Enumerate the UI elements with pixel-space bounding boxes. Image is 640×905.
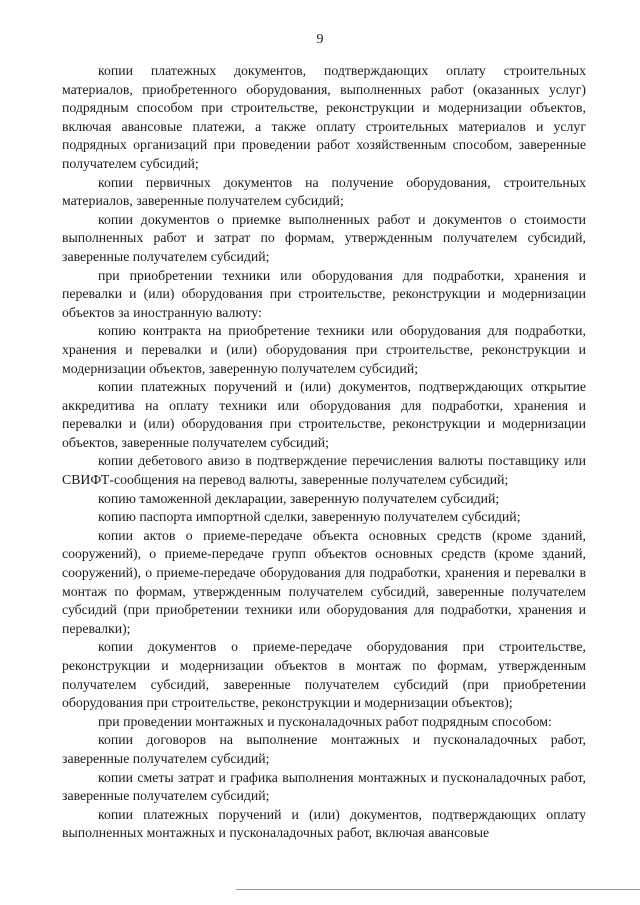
paragraph: копии документов о приеме-передаче оборудования при строительстве, реконструкции и модернизации объектов в монтаж по формам, утвержденным получателем субсидий, заверенные получателем субсидий (при приобретении оборудования при строительстве, реконструкции и модернизации объектов); bbox=[62, 639, 586, 711]
paragraph: копии первичных документов на получение оборудования, строительных материалов, заверенные получателем субсидий; bbox=[62, 174, 586, 209]
bottom-divider bbox=[236, 889, 640, 890]
paragraph: копии договоров на выполнение монтажных и пусконаладочных работ, заверенные получателем субсидий; bbox=[62, 732, 586, 766]
paragraph: копии документов о приемке выполненных работ и документов о стоимости выполненных работ и затрат по формам, утвержденным получателем субсидий, заверенные получателем субсидий; bbox=[62, 211, 586, 264]
paragraph: копии платежных поручений и (или) документов, подтверждающих оплату выполненных монтажных и пусконаладочных работ, включая авансовые bbox=[62, 806, 586, 841]
paragraph: копию таможенной декларации, заверенную получателем субсидий; bbox=[98, 490, 500, 506]
paragraph: копии актов о приеме-передаче объекта основных средств (кроме зданий, сооружений), о приеме-передаче групп объектов основных средств (кроме зданий, сооружений), о приеме-передаче оборудования для подработки, хранения и перевалки в монтаж по формам, утвержденным получателем субсидий, заверенные получателем субсидий (при приобретении техники или оборудования для подработки, хранения и перевалки); bbox=[62, 527, 586, 636]
paragraph: копии платежных поручений и (или) документов, подтверждающих открытие аккредитива на оплату техники или оборудования для подработки, хранения и перевалки и (или) оборудования при строительстве, реконструкции и модернизации объектов, заверенные получателем субсидий; bbox=[62, 379, 586, 450]
paragraph: копию контракта на приобретение техники или оборудования для подработки, хранения и перевалки и (или) оборудования при строительстве, реконструкции и модернизации объектов, заверенную получателем субсидий; bbox=[62, 323, 586, 376]
paragraph: при приобретении техники или оборудования для подработки, хранения и перевалки и (или) оборудования при строительстве, реконструкции и модернизации объектов за иностранную валюту: bbox=[62, 267, 586, 320]
paragraph: копии платежных документов, подтверждающих оплату строительных материалов, приобретенного оборудования, выполненных работ (оказанных услуг) подрядным способом при строительстве, реконструкции и модернизации объектов, включая авансовые платежи, а также оплату строительных материалов и услуг подрядных организаций при проведении работ хозяйственным способом, заверенные получателем субсидий; bbox=[62, 63, 586, 171]
body-text bbox=[62, 62, 586, 843]
paragraph: копию паспорта импортной сделки, заверенную получателем субсидий; bbox=[98, 509, 521, 525]
paragraph: при проведении монтажных и пусконаладочных работ подрядным способом: bbox=[98, 713, 552, 729]
paragraph: копии дебетового авизо в подтверждение перечисления валюты поставщику или СВИФТ-сообщения на перевод валюты, заверенные получателем субсидий; bbox=[62, 453, 586, 488]
paragraph: копии сметы затрат и графика выполнения монтажных и пусконаладочных работ, заверенные получателем субсидий; bbox=[62, 769, 586, 804]
page-number: 9 bbox=[316, 32, 324, 47]
